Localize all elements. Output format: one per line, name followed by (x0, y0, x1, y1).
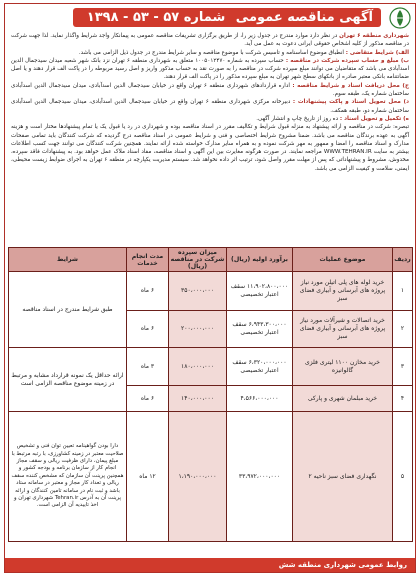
row-deposit: ۱۸۰،۰۰۰،۰۰۰ (169, 348, 227, 386)
row-subject: خرید مبلمان شهری و پارکی (293, 386, 393, 412)
footer-text: روابط عمومی شهرداری منطقه شش (278, 561, 407, 569)
col-header-subject: موضوع عملیات (293, 248, 393, 272)
tehran-municipality-logo-icon (389, 7, 411, 29)
table-header-row (9, 248, 413, 272)
section-c-title: ج) محل دریافت اسناد و شرایط مناقصه : (292, 82, 409, 89)
row-number: ۵ (393, 412, 413, 542)
row-duration: ۶ ماه (127, 272, 169, 311)
section-c-text: اداره قراردادهای شهرداری منطقه ۶ تهران واقع در خیابان سیدجمال الدین اسدآبادی، میدان سیدجمال الدین اسدآبادی ساختمان شماره یک، طبقه سوم. (11, 82, 409, 98)
table-row (9, 348, 413, 386)
row-number: ۴ (393, 386, 413, 412)
row-deposit: ۲۰۰،۰۰۰،۰۰۰ (169, 311, 227, 348)
row-subject: نگهداری فضای سبز ناحیه ۲ (293, 412, 393, 542)
tender-advertisement (4, 3, 416, 573)
header-number: شماره ۵۷ - ۵۳ - ۱۳۹۸ (86, 9, 226, 25)
intro-lead-bold: شهرداری منطقه ۶ تهران (339, 33, 409, 39)
row-conditions: ارائه حداقل یک نمونه قرارداد مشابه و مرتبط در زمینه موضوع مناقصه الزامی است (9, 348, 127, 412)
row-subject: خرید اتصالات و شیرآلات مورد نیاز پروژه های آبرسانی و آبیاری فضای سبز (293, 311, 393, 348)
row-number: ۲ (393, 311, 413, 348)
section-a-text: انطباق موضوع اساسنامه و تاسیس شرکت با موضوع مناقصه و سایر شرایط مندرج در جدول ذیل الزامی می باشد. (78, 49, 346, 56)
section-d-title: د) محل تحویل اسناد و پاکت پیشنهادات : (292, 99, 409, 106)
row-estimate: ۶،۹۴۳،۳۰۰،۰۰۰ سقف اعتبار تخصیصی (227, 311, 293, 348)
row-number: ۳ (393, 348, 413, 386)
row-conditions: طبق شرایط مندرج در اسناد مناقصه (9, 272, 127, 348)
section-b-title: ب) مبلغ و حساب سپرده شرکت در مناقصه : (285, 57, 409, 64)
row-duration: ۶ ماه (127, 311, 169, 348)
row-estimate: ۶،۳۲۰،۰۰۰،۰۰۰ سقف اعتبار تخصیصی (227, 348, 293, 386)
section-a-title: الف) شرایط متقاضی : (345, 49, 409, 56)
intro-text (5, 30, 415, 244)
tender-table (8, 247, 413, 542)
header-title-box (73, 8, 381, 27)
section-notes-text: تبصره: شرکت در مناقصه و ارائه پیشنهاد به منزله قبول شرایط و تکالیف مقرر در اسناد مناقصه بوده و شهرداری در رد یا قبول یک یا تمام پیشنهادها مختار است و هزینه آگهی به عهده برندگان مناقصه می باشد. ضمنا مشروح شرایط اختصاصی و فنی و شرایط عمومی در اسناد مناقصه درج گردیده که شرکت کنندگان باید تمامی صفحات مدارک و اسناد مناقصه را امضا و ممهور به مهر شرکت نموده و به همراه سایر مدارک خواسته شده ارائه نمایند. همچنین شرکت کنندگان می توانند جهت کسب اطلاعات بیشتر به سایت WWW.TEHRAN.IR مراجعه نمایند. در صورت هرگونه مغایرت بین این آگهی و اسناد مناقصه، مفاد اسناد ملاک عمل خواهد بود. به پیشنهادات فاقد سپرده، مخدوش، مشروط و پیشنهاداتی که پس از مهلت مقرر واصل شود، ترتیب اثر داده نخواهد شد. سیستم مدیریت یکپارچه در منطقه ۶ تهران به اجرای ضوابط زیست محیطی، ایمنی، سلامت و کیفیت الزامی می باشد. (11, 124, 409, 172)
table-row (9, 272, 413, 311)
section-b-text: حساب سپرده به شماره ۱۰۰۵۰۱۲۴۷۰ متعلق به شهرداری منطقه ۶ تهران نزد بانک شهر شعبه میدان سیدجمال الدین اسدآبادی می باشد که متقاضیان می توانند مبلغ سپرده شرکت در مناقصه را به صورت نقد به حساب مذکور واریز و اصل رسید مربوطه را در پاکت الف قرار دهند و یا اصل ضمانتنامه بانکی معتبر صادره از بانکهای سطح شهر تهران به مبلغ سپرده مذکور را در پاکت الف قرار دهند. (11, 57, 409, 81)
row-deposit: ۱،۱۹۰،۰۰۰،۰۰۰ (169, 412, 227, 542)
row-number: ۱ (393, 272, 413, 311)
col-header-deposit: میزان سپرده شرکت در مناقصه (ریال) (169, 248, 227, 272)
row-subject: خرید مخازن ۱۱۰۰ لیتری فلزی گالوانیزه (293, 348, 393, 386)
row-duration: ۶ ماه (127, 386, 169, 412)
col-header-conditions: شرایط (9, 248, 127, 272)
table-row (9, 412, 413, 542)
col-header-estimate: برآورد اولیه (ریال) (227, 248, 293, 272)
row-subject: خرید لوله های پلی اتیلن مورد نیاز پروژه های آبرسانی و آبیاری فضای سبز (293, 272, 393, 311)
col-header-row-number: ردیف (393, 248, 413, 272)
intro-lead-text: در نظر دارد موارد مندرج در جدول زیر را، از طریق برگزاری تشریفات مناقصه عمومی به پیمانکار واجد شرایط واگذار نماید. لذا جهت شرکت در مناقصه مذکور از کلیه اشخاص حقوقی ایرانی دعوت به عمل می آید. (11, 33, 409, 48)
row-conditions: دارا بودن گواهینامه تعیین توان فنی و تشخیص صلاحیت معتبر در زمینه کشاورزی، با رتبه مرتبط با مبلغ پیمان، دارای ظرفیت ریالی و سقف مجاز انجام کار از سازمان برنامه و بودجه کشور و همچنین پرینت آن سازمان که مشخص کننده سقف ریالی و تعداد کار مجاز و معتبر در سامانه ستاد باشد و ثبت نام در سامانه تامین کنندگان و ارائه پرینت آن به آدرس Tehran.ir شهرداری تهران و اخذ تاییدیه آن الزامی است. (9, 412, 127, 542)
row-estimate: ۱۱،۹۰۲،۸۰۰،۰۰۰ سقف اعتبار تخصیصی (227, 272, 293, 311)
row-duration: ۳ ماه (127, 348, 169, 386)
header-banner (5, 4, 415, 30)
footer-bar (5, 558, 415, 572)
row-deposit: ۳۵۰،۰۰۰،۰۰۰ (169, 272, 227, 311)
section-e-text: ده روز از تاریخ چاپ و انتشار آگهی. (256, 115, 340, 122)
section-d-text: دبیرخانه مرکزی شهرداری منطقه ۶ تهران واقع در خیابان سیدجمال الدین اسدآبادی، میدان سیدجمال الدین اسدآبادی ساختمان شماره دو، طبقه همکف. (11, 99, 409, 114)
section-e-title: ه) تکمیل و تحویل اسناد : (339, 115, 409, 122)
header-title: آگهی مناقصه عمومی (235, 9, 373, 25)
row-estimate: ۳۳،۹۷۲،۰۰۰،۰۰۰ (227, 412, 293, 542)
col-header-duration: مدت انجام خدمات (127, 248, 169, 272)
row-deposit: ۱۴۰،۰۰۰،۰۰۰ (169, 386, 227, 412)
row-estimate: ۴،۵۶۶،۰۰۰،۰۰۰ (227, 386, 293, 412)
row-duration: ۱۲ ماه (127, 412, 169, 542)
